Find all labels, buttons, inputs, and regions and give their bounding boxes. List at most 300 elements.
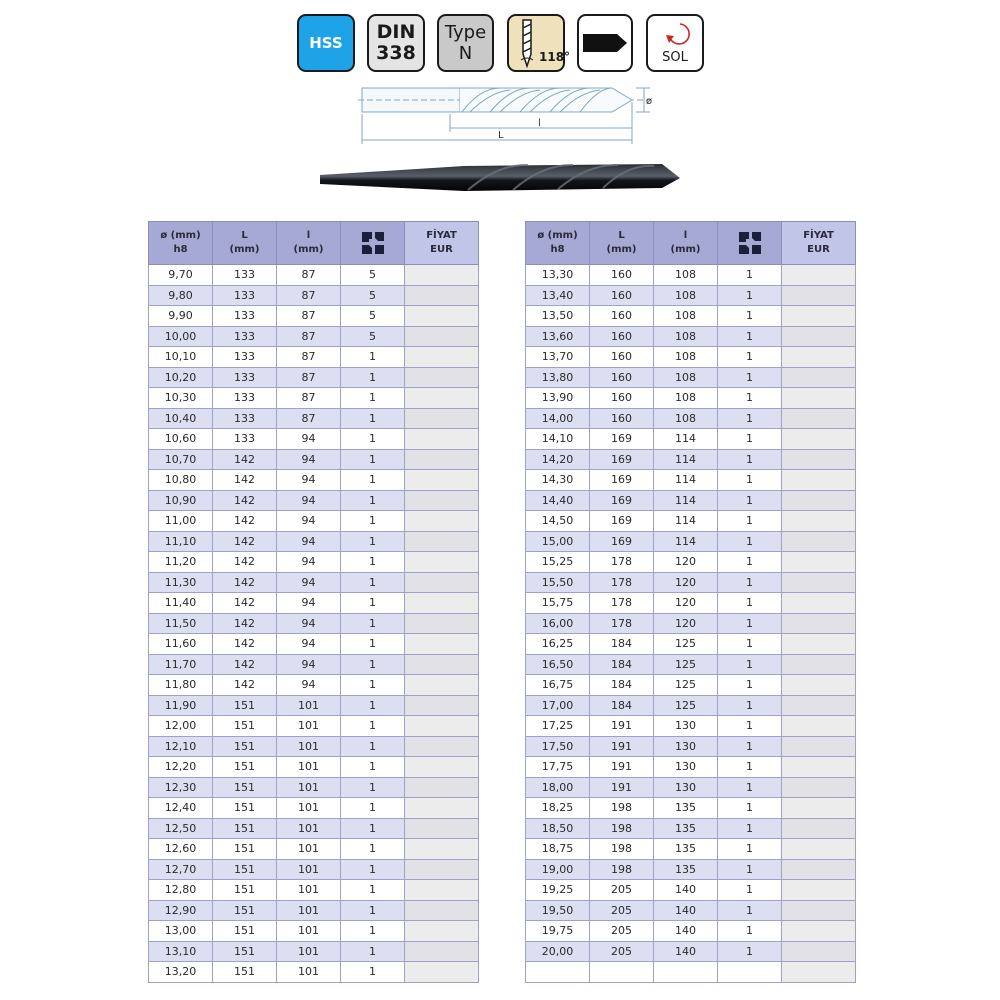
cell-total-length: 191 <box>590 777 654 798</box>
cell-flute-length: 108 <box>654 408 718 429</box>
cell-price <box>782 347 856 368</box>
cell-price <box>405 839 479 860</box>
cell-diameter: 11,90 <box>149 695 213 716</box>
cell-total-length: 151 <box>213 941 277 962</box>
table-row <box>149 531 479 552</box>
cell-package-qty: 1 <box>341 880 405 901</box>
cell-package-qty: 1 <box>341 593 405 614</box>
cell-package-qty: 1 <box>341 675 405 696</box>
cell-diameter: 15,75 <box>526 593 590 614</box>
cell-flute-length: 101 <box>277 941 341 962</box>
cell-total-length: 151 <box>213 736 277 757</box>
table-row <box>149 921 479 942</box>
shank-badge <box>577 14 633 72</box>
cell-flute-length: 101 <box>277 716 341 737</box>
cell-diameter: 12,90 <box>149 900 213 921</box>
cell-flute-length: 87 <box>277 408 341 429</box>
cell-total-length: 142 <box>213 634 277 655</box>
cell-package-qty: 1 <box>341 552 405 573</box>
cell-total-length: 142 <box>213 470 277 491</box>
cell-price <box>405 634 479 655</box>
cell-flute-length: 114 <box>654 470 718 491</box>
table-row <box>526 470 856 491</box>
table-row <box>526 265 856 286</box>
cell-flute-length: 94 <box>277 490 341 511</box>
cell-total-length: 205 <box>590 900 654 921</box>
point-angle-badge <box>507 14 571 72</box>
cell-price <box>405 531 479 552</box>
cell-price <box>405 757 479 778</box>
cell-package-qty: 1 <box>341 900 405 921</box>
cell-total-length: 205 <box>590 941 654 962</box>
table-row <box>526 777 856 798</box>
cell-total-length: 151 <box>213 818 277 839</box>
cell-price <box>405 941 479 962</box>
din-label: DIN <box>376 21 416 43</box>
table-row <box>149 449 479 470</box>
cell-total-length: 151 <box>213 880 277 901</box>
cell-flute-length: 135 <box>654 839 718 860</box>
cell-price <box>782 449 856 470</box>
cell-total-length: 160 <box>590 347 654 368</box>
drill-technical-drawing <box>350 82 660 152</box>
cell-package-qty: 1 <box>718 839 782 860</box>
cell-total-length: 142 <box>213 531 277 552</box>
cell-total-length: 151 <box>213 716 277 737</box>
cell-diameter: 18,75 <box>526 839 590 860</box>
cell-diameter: 13,30 <box>526 265 590 286</box>
cell-flute-length: 130 <box>654 716 718 737</box>
table-row <box>149 634 479 655</box>
cell-flute-length: 87 <box>277 326 341 347</box>
cell-price <box>782 408 856 429</box>
cell-flute-length: 114 <box>654 531 718 552</box>
cell-total-length: 151 <box>213 777 277 798</box>
cell-package-qty: 1 <box>718 695 782 716</box>
cell-flute-length: 108 <box>654 388 718 409</box>
table-row <box>149 552 479 573</box>
cell-diameter: 9,90 <box>149 306 213 327</box>
cell-diameter: 14,20 <box>526 449 590 470</box>
cell-package-qty: 1 <box>718 818 782 839</box>
table-row <box>149 265 479 286</box>
cell-flute-length: 94 <box>277 552 341 573</box>
cell-flute-length: 94 <box>277 572 341 593</box>
cell-total-length: 142 <box>213 490 277 511</box>
cell-diameter: 10,00 <box>149 326 213 347</box>
type-value: N <box>458 43 473 64</box>
cell-price <box>405 736 479 757</box>
cell-flute-length: 94 <box>277 613 341 634</box>
cell-price <box>405 921 479 942</box>
table-row <box>526 449 856 470</box>
table-row <box>149 388 479 409</box>
cell-total-length: 160 <box>590 265 654 286</box>
cell-diameter: 13,60 <box>526 326 590 347</box>
cell-flute-length: 120 <box>654 552 718 573</box>
cell-flute-length: 101 <box>277 921 341 942</box>
cell-flute-length: 101 <box>277 818 341 839</box>
cell-diameter: 16,00 <box>526 613 590 634</box>
cell-package-qty: 1 <box>341 921 405 942</box>
cell-price <box>405 654 479 675</box>
cell-price <box>405 777 479 798</box>
cell-diameter: 12,60 <box>149 839 213 860</box>
cell-package-qty: 1 <box>718 880 782 901</box>
cell-price <box>405 675 479 696</box>
table-row <box>526 839 856 860</box>
flute-length-symbol: l <box>538 118 541 129</box>
cell-price <box>405 552 479 573</box>
table-row <box>149 306 479 327</box>
table-row <box>149 429 479 450</box>
cell-diameter: 17,50 <box>526 736 590 757</box>
cell-flute-length: 125 <box>654 695 718 716</box>
cell-flute-length: 140 <box>654 921 718 942</box>
cell-package-qty: 1 <box>341 367 405 388</box>
cell-flute-length: 101 <box>277 859 341 880</box>
cell-flute-length: 114 <box>654 449 718 470</box>
col-package-qty <box>718 222 782 265</box>
cell-diameter: 14,40 <box>526 490 590 511</box>
cell-total-length: 151 <box>213 798 277 819</box>
cell-package-qty: 1 <box>718 798 782 819</box>
cell-package-qty: 1 <box>718 613 782 634</box>
cell-flute-length: 108 <box>654 265 718 286</box>
table-row <box>149 818 479 839</box>
cell-diameter: 10,40 <box>149 408 213 429</box>
cell-package-qty: 1 <box>718 921 782 942</box>
table-row <box>526 695 856 716</box>
cell-total-length: 205 <box>590 880 654 901</box>
cell-flute-length: 94 <box>277 511 341 532</box>
cell-flute-length: 114 <box>654 511 718 532</box>
cell-price <box>782 593 856 614</box>
cell-package-qty: 1 <box>718 326 782 347</box>
cell-package-qty: 1 <box>718 716 782 737</box>
cell-total-length: 169 <box>590 490 654 511</box>
cell-package-qty: 1 <box>341 429 405 450</box>
cell-diameter: 14,10 <box>526 429 590 450</box>
cell-flute-length: 140 <box>654 900 718 921</box>
cell-price <box>782 839 856 860</box>
type-badge <box>437 14 494 72</box>
cell-price <box>782 900 856 921</box>
cell-total-length: 178 <box>590 572 654 593</box>
cell-total-length: 198 <box>590 798 654 819</box>
cell-diameter: 10,60 <box>149 429 213 450</box>
cell-flute-length: 87 <box>277 265 341 286</box>
cell-diameter: 17,25 <box>526 716 590 737</box>
cell-flute-length: 101 <box>277 880 341 901</box>
cell-flute-length: 87 <box>277 388 341 409</box>
cell-price <box>405 429 479 450</box>
cell-price <box>782 634 856 655</box>
cell-price <box>405 695 479 716</box>
cell-diameter: 11,50 <box>149 613 213 634</box>
cell-diameter: 10,80 <box>149 470 213 491</box>
package-quantity-icon <box>736 229 764 257</box>
cell-package-qty: 1 <box>718 511 782 532</box>
table-row <box>149 367 479 388</box>
cell-diameter: 9,80 <box>149 285 213 306</box>
cell-total-length: 133 <box>213 326 277 347</box>
cell-diameter: 12,30 <box>149 777 213 798</box>
cell-diameter: 13,50 <box>526 306 590 327</box>
cell-price <box>782 695 856 716</box>
cell-package-qty: 1 <box>341 613 405 634</box>
cell-price <box>782 880 856 901</box>
table-row <box>149 654 479 675</box>
cell-diameter: 14,50 <box>526 511 590 532</box>
cell-package-qty: 1 <box>341 449 405 470</box>
cell-diameter: 14,30 <box>526 470 590 491</box>
cell-package-qty: 1 <box>718 736 782 757</box>
table-row <box>526 757 856 778</box>
cell-total-length: 151 <box>213 859 277 880</box>
cylindrical-shank-icon <box>579 16 631 70</box>
table-row <box>149 285 479 306</box>
table-row <box>149 347 479 368</box>
cell-package-qty: 1 <box>718 572 782 593</box>
table-row <box>526 285 856 306</box>
total-length-symbol: L <box>498 130 504 141</box>
cell-diameter: 19,75 <box>526 921 590 942</box>
cell-flute-length: 101 <box>277 798 341 819</box>
cell-package-qty: 1 <box>718 388 782 409</box>
cell-price <box>405 470 479 491</box>
table-row <box>149 941 479 962</box>
cell-package-qty: 1 <box>718 757 782 778</box>
cell-diameter: 19,25 <box>526 880 590 901</box>
cell-price <box>782 326 856 347</box>
cell-price <box>405 798 479 819</box>
table-row <box>526 859 856 880</box>
cell-flute-length: 101 <box>277 736 341 757</box>
cell-total-length: 169 <box>590 449 654 470</box>
cell-price <box>405 388 479 409</box>
cell-price <box>405 818 479 839</box>
cell-price <box>405 859 479 880</box>
cell-diameter: 16,25 <box>526 634 590 655</box>
cell-flute-length: 135 <box>654 798 718 819</box>
table-row <box>526 880 856 901</box>
cell-price <box>405 285 479 306</box>
cell-package-qty: 5 <box>341 306 405 327</box>
cell-package-qty: 1 <box>718 777 782 798</box>
cell-price <box>782 552 856 573</box>
cell-flute-length: 94 <box>277 675 341 696</box>
cell-flute-length: 101 <box>277 695 341 716</box>
cell-price <box>405 265 479 286</box>
table-row <box>526 511 856 532</box>
cell-diameter: 12,70 <box>149 859 213 880</box>
table-row <box>526 634 856 655</box>
cell-diameter: 15,25 <box>526 552 590 573</box>
cell-total-length: 151 <box>213 900 277 921</box>
cell-diameter: 10,70 <box>149 449 213 470</box>
cell-total-length: 198 <box>590 839 654 860</box>
cell-package-qty: 1 <box>341 859 405 880</box>
table-row <box>526 326 856 347</box>
cell-price <box>405 593 479 614</box>
cell-diameter: 13,90 <box>526 388 590 409</box>
table-row <box>526 675 856 696</box>
table-row <box>149 962 479 983</box>
table-header-row <box>526 222 856 265</box>
col-flute-length: l (mm) <box>654 222 718 265</box>
table-row <box>526 593 856 614</box>
drill-bit-photo <box>318 158 682 200</box>
cell-total-length: 142 <box>213 449 277 470</box>
cell-package-qty: 1 <box>718 490 782 511</box>
cell-package-qty: 1 <box>718 306 782 327</box>
cell-flute-length: 108 <box>654 285 718 306</box>
col-flute-length: l (mm) <box>277 222 341 265</box>
cell-package-qty: 1 <box>341 388 405 409</box>
table-row <box>526 900 856 921</box>
hss-label: HSS <box>309 34 343 52</box>
cell-diameter: 11,30 <box>149 572 213 593</box>
cell-price <box>405 962 479 983</box>
cell-total-length: 142 <box>213 675 277 696</box>
direction-badge <box>646 14 704 72</box>
cell-diameter: 11,00 <box>149 511 213 532</box>
cell-flute-length: 108 <box>654 326 718 347</box>
table-row <box>149 880 479 901</box>
cell-total-length: 160 <box>590 408 654 429</box>
cell-diameter: 19,00 <box>526 859 590 880</box>
cell-package-qty <box>718 962 782 983</box>
cell-flute-length: 101 <box>277 962 341 983</box>
cell-total-length: 160 <box>590 306 654 327</box>
cell-diameter: 17,75 <box>526 757 590 778</box>
cell-flute-length: 87 <box>277 347 341 368</box>
cell-total-length: 151 <box>213 757 277 778</box>
diameter-symbol: ø <box>646 96 653 107</box>
cell-package-qty: 1 <box>718 941 782 962</box>
cell-flute-length: 101 <box>277 757 341 778</box>
hss-badge <box>297 14 355 72</box>
cell-price <box>782 921 856 942</box>
cell-package-qty: 1 <box>341 941 405 962</box>
cell-package-qty: 1 <box>341 634 405 655</box>
cell-flute-length: 94 <box>277 429 341 450</box>
table-row <box>149 839 479 860</box>
cell-diameter: 10,30 <box>149 388 213 409</box>
cell-package-qty: 1 <box>718 859 782 880</box>
table-row <box>526 490 856 511</box>
cell-flute-length: 130 <box>654 777 718 798</box>
cell-price <box>782 285 856 306</box>
spec-table-left <box>148 221 479 983</box>
cell-flute-length: 87 <box>277 367 341 388</box>
cell-package-qty: 1 <box>341 490 405 511</box>
cell-price <box>782 511 856 532</box>
cell-flute-length: 94 <box>277 593 341 614</box>
cell-flute-length: 108 <box>654 306 718 327</box>
cell-price <box>782 306 856 327</box>
cell-package-qty: 1 <box>341 572 405 593</box>
badge-row <box>297 14 707 76</box>
cell-diameter: 15,00 <box>526 531 590 552</box>
table-row <box>149 900 479 921</box>
cell-price <box>405 408 479 429</box>
cell-flute-length: 94 <box>277 449 341 470</box>
cell-package-qty: 1 <box>341 962 405 983</box>
cell-diameter: 15,50 <box>526 572 590 593</box>
cell-package-qty: 1 <box>718 552 782 573</box>
table-row <box>526 613 856 634</box>
package-quantity-icon <box>359 229 387 257</box>
cell-package-qty: 1 <box>718 429 782 450</box>
cell-price <box>405 326 479 347</box>
cell-package-qty: 1 <box>341 654 405 675</box>
cell-total-length: 133 <box>213 388 277 409</box>
cell-price <box>782 490 856 511</box>
cell-diameter: 17,00 <box>526 695 590 716</box>
cell-package-qty: 1 <box>718 531 782 552</box>
cell-price <box>405 716 479 737</box>
cell-price <box>782 941 856 962</box>
cell-flute-length: 101 <box>277 777 341 798</box>
cell-price <box>782 859 856 880</box>
table-row <box>526 552 856 573</box>
type-label: Type <box>444 22 487 43</box>
cell-price <box>405 572 479 593</box>
cell-diameter: 12,10 <box>149 736 213 757</box>
cell-diameter: 10,90 <box>149 490 213 511</box>
cell-package-qty: 1 <box>718 675 782 696</box>
table-row <box>526 531 856 552</box>
din-number: 338 <box>376 42 416 64</box>
table-row <box>526 798 856 819</box>
cell-package-qty: 1 <box>718 654 782 675</box>
cell-diameter: 12,20 <box>149 757 213 778</box>
cell-total-length: 142 <box>213 552 277 573</box>
cell-package-qty: 1 <box>718 593 782 614</box>
table-row <box>526 941 856 962</box>
col-diameter: ø (mm) h8 <box>149 222 213 265</box>
cell-price <box>782 470 856 491</box>
cell-diameter: 16,50 <box>526 654 590 675</box>
cell-diameter: 13,00 <box>149 921 213 942</box>
col-diameter: ø (mm) h8 <box>526 222 590 265</box>
table-row <box>149 490 479 511</box>
table-row <box>149 757 479 778</box>
cell-flute-length: 114 <box>654 429 718 450</box>
cell-flute-length: 140 <box>654 941 718 962</box>
cell-diameter: 12,80 <box>149 880 213 901</box>
cell-price <box>782 675 856 696</box>
cell-total-length: 142 <box>213 613 277 634</box>
cell-price <box>782 757 856 778</box>
cell-total-length: 133 <box>213 408 277 429</box>
cell-total-length: 191 <box>590 736 654 757</box>
cell-flute-length: 135 <box>654 859 718 880</box>
cell-flute-length <box>654 962 718 983</box>
cell-diameter: 11,40 <box>149 593 213 614</box>
cell-package-qty: 1 <box>718 367 782 388</box>
cell-package-qty: 5 <box>341 285 405 306</box>
cell-diameter: 13,40 <box>526 285 590 306</box>
cell-flute-length: 130 <box>654 736 718 757</box>
cell-diameter: 9,70 <box>149 265 213 286</box>
cell-flute-length: 87 <box>277 306 341 327</box>
col-price: FİYAT EUR <box>782 222 856 265</box>
cell-total-length: 151 <box>213 839 277 860</box>
table-row <box>526 716 856 737</box>
